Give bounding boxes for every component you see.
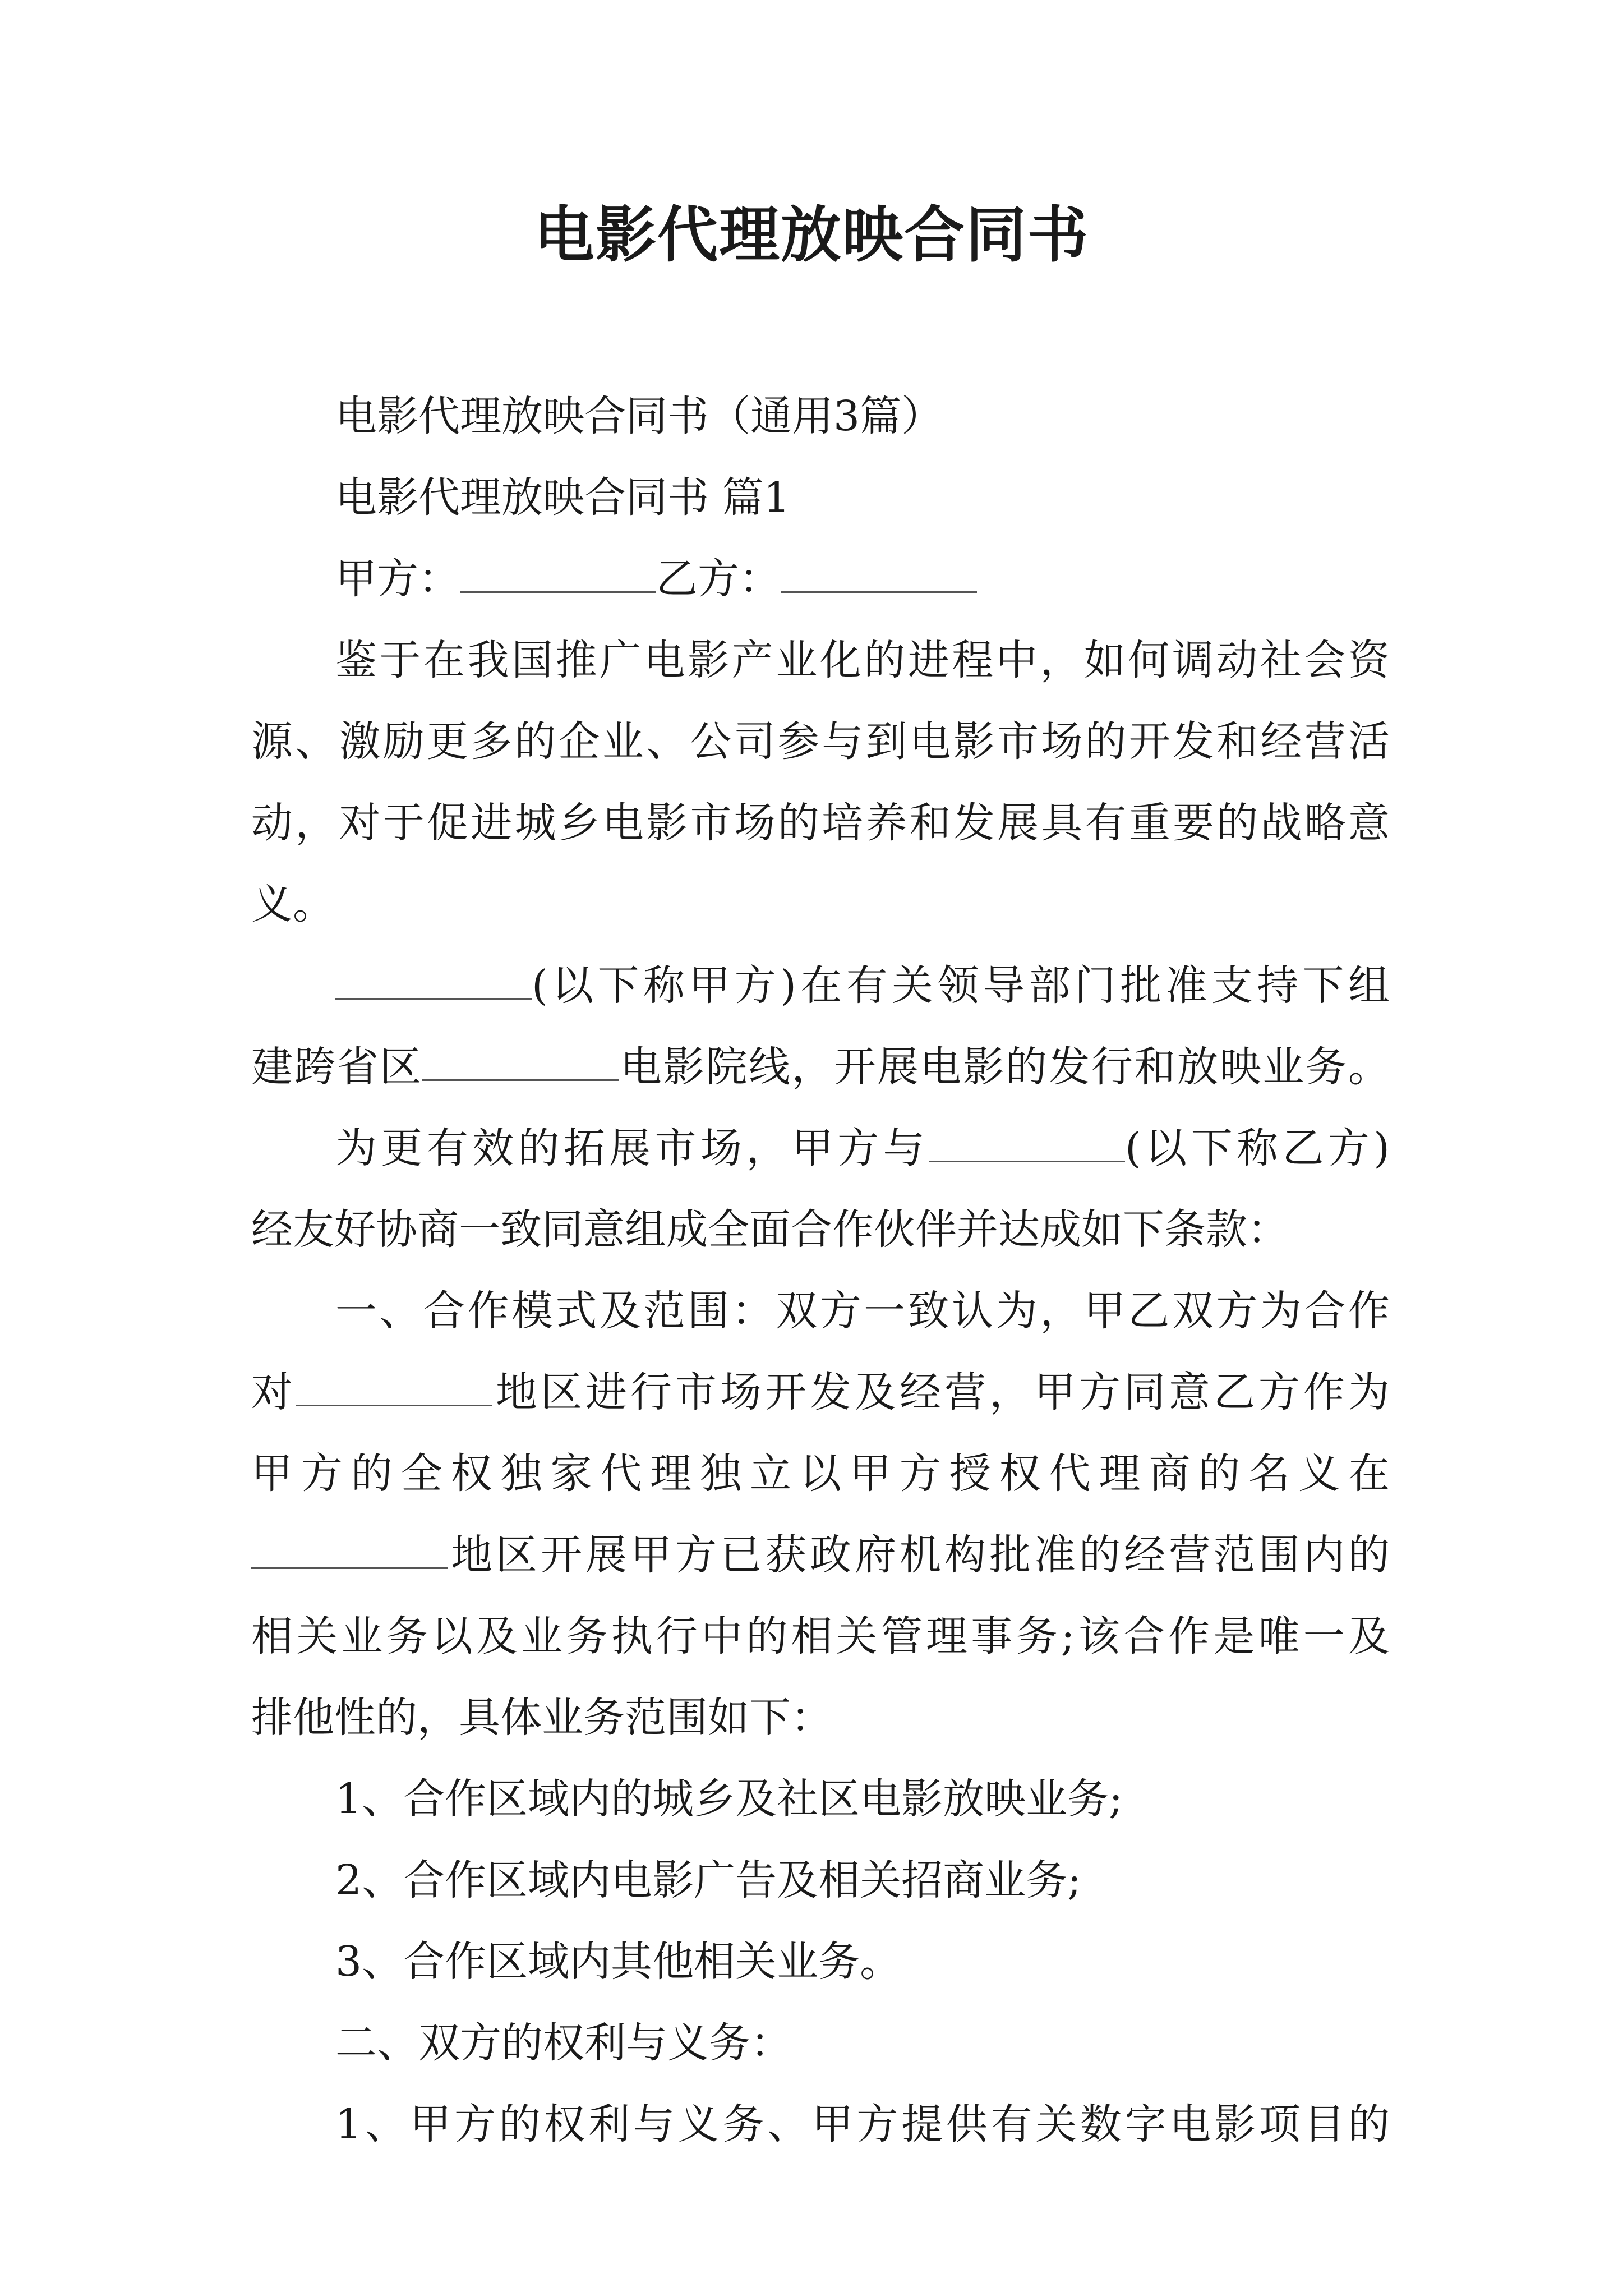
paragraph-text: 鉴于在我国推广电影产业化的进程中，如何调动社会资 [335,636,1390,684]
paragraph-line [251,783,1390,864]
paragraph-text: 相关业务以及业务执行中的相关管理事务;该合作是唯一及 [251,1612,1390,1660]
paragraph-text: 建跨省区 [251,1043,423,1091]
paragraph-line [251,1515,1390,1596]
subtitle-line [251,376,1390,457]
subtitle-text: 电影代理放映合同书（通用3篇） [335,392,943,440]
fill-blank [929,1121,1125,1162]
paragraph-line [251,1596,1390,1677]
fill-blank [422,1040,619,1081]
paragraph-line [251,1189,1390,1271]
paragraph-text: 地区开展甲方已获政府机构批准的经营范围内的 [448,1531,1390,1579]
list-item [251,1759,1390,1840]
section-heading-line [251,457,1390,539]
parties-line [251,539,1390,620]
paragraph-text: 对 [251,1368,296,1416]
paragraph-text: 源、激励更多的企业、公司参与到电影市场的开发和经营活 [251,717,1390,766]
paragraph-text: 经友好协商一致同意组成全面合作伙伴并达成如下条款： [251,1205,1289,1254]
paragraph-line [251,1108,1390,1189]
paragraph-text: 1、甲方的权利与义务、甲方提供有关数字电影项目的 [335,2100,1390,2148]
list-item-text: 2、合作区域内电影广告及相关招商业务; [335,1856,1082,1904]
document-title: 电影代理放映合同书 [533,200,1089,270]
list-item [251,1921,1390,2003]
list-item [251,1840,1390,1921]
paragraph-text: 电影院线，开展电影的发行和放映业务。 [619,1043,1390,1091]
list-item-text: 3、合作区域内其他相关业务。 [335,1938,902,1986]
paragraph-line [251,1433,1390,1515]
list-item-text: 1、合作区域内的城乡及社区电影放映业务; [335,1775,1123,1823]
section-heading-text: 电影代理放映合同书 篇1 [335,473,790,522]
paragraph-line [251,1352,1390,1433]
paragraph-line [251,945,1390,1027]
paragraph-text: 为更有效的拓展市场，甲方与 [335,1124,929,1172]
paragraph-line [251,701,1390,783]
fill-blank [296,1365,492,1406]
paragraph-text: (以下称乙方) [1124,1124,1390,1172]
document-body [251,376,1390,2165]
paragraph-line [251,1677,1390,1759]
paragraph-text: 地区进行市场开发及经营，甲方同意乙方作为 [492,1368,1390,1416]
party-b-label: 乙方： [656,555,781,603]
party-b-blank [781,552,977,593]
fill-blank [335,959,532,1000]
paragraph-line [251,1271,1390,1352]
paragraph-text: 甲方的全权独家代理独立以甲方授权代理商的名义在 [251,1450,1390,1498]
fill-blank [251,1528,448,1569]
paragraph-line [251,620,1390,701]
paragraph-text: (以下称甲方)在有关领导部门批准支持下组 [532,961,1390,1010]
paragraph-text: 动，对于促进城乡电影市场的培养和发展具有重要的战略意 [251,799,1390,847]
paragraph-line [251,1027,1390,1108]
paragraph-line [251,864,1390,945]
paragraph-text: 一、合作模式及范围：双方一致认为，甲乙双方为合作 [335,1287,1390,1335]
section-heading-line [251,2003,1390,2084]
paragraph-line [251,2084,1390,2165]
party-a-label: 甲方： [335,555,460,603]
paragraph-text: 义。 [251,880,334,928]
party-a-blank [460,552,656,593]
section-heading-text: 二、双方的权利与义务： [335,2019,792,2067]
paragraph-text: 排他性的，具体业务范围如下： [251,1694,832,1742]
